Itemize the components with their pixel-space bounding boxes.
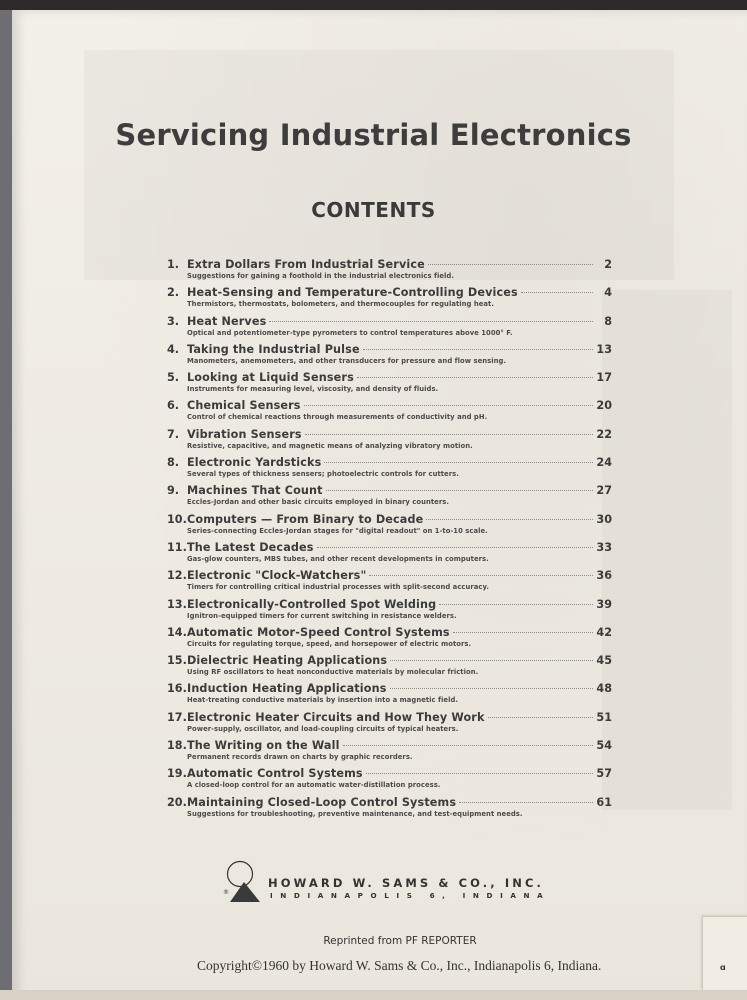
toc-description: Suggestions for gaining a foothold in the industrial electronics field. xyxy=(187,272,454,280)
dot-leader xyxy=(390,688,593,689)
toc-number: 12. xyxy=(167,569,187,583)
toc-page-number: 36 xyxy=(596,569,612,583)
toc-line xyxy=(167,371,612,385)
toc-description: Optical and potentiometer-type pyrometers to control temperatures above 1000° F. xyxy=(187,328,513,337)
toc-number: 2. xyxy=(167,286,180,300)
toc-title: Heat-Sensing and Temperature-Controlling Devices xyxy=(187,286,518,300)
toc-entry xyxy=(167,456,612,484)
dot-leader xyxy=(453,632,593,633)
toc-title: Vibration Sensers xyxy=(187,427,302,441)
toc-description: Suggestions for troubleshooting, preventive maintenance, and test-equipment needs. xyxy=(187,809,523,818)
toc-line xyxy=(167,428,612,442)
toc-description: Instruments for measuring level, viscosity, and density of fluids. xyxy=(187,385,439,394)
toc-description: Gas-glow counters, MBS tubes, and other recent developments in computers. xyxy=(187,554,489,563)
toc-entry xyxy=(167,286,612,314)
toc-entry xyxy=(167,428,612,456)
toc-title: Maintaining Closed-Loop Control Systems xyxy=(187,795,457,809)
toc-number: 19. xyxy=(167,767,187,781)
dot-leader xyxy=(366,773,593,774)
toc-entry xyxy=(167,626,612,654)
table-of-contents xyxy=(167,258,612,824)
toc-description: Control of chemical reactions through measurements of conductivity and pH. xyxy=(187,413,488,422)
toc-title: Electronic Yardsticks xyxy=(187,456,322,470)
toc-line xyxy=(167,796,612,810)
svg-text:®: ® xyxy=(223,889,229,896)
toc-line xyxy=(167,541,612,555)
toc-number: 20. xyxy=(167,795,187,809)
toc-entry xyxy=(167,399,612,427)
toc-page-number: 51 xyxy=(596,710,612,724)
toc-page-number: 30 xyxy=(596,512,612,526)
toc-line xyxy=(167,739,612,753)
dot-leader xyxy=(488,717,593,718)
dot-leader xyxy=(343,745,593,746)
toc-page-number: 57 xyxy=(596,767,612,781)
page-corner-tab xyxy=(702,916,747,991)
toc-number: 8. xyxy=(167,456,180,470)
toc-number: 6. xyxy=(167,399,180,413)
toc-title: Extra Dollars From Industrial Service xyxy=(187,258,425,271)
toc-entry xyxy=(167,343,612,371)
toc-page-number: 4 xyxy=(604,286,612,300)
toc-title: Computers — From Binary to Decade xyxy=(187,512,424,526)
toc-line xyxy=(167,343,612,357)
toc-page-number: 61 xyxy=(596,795,612,809)
toc-title: Induction Heating Applications xyxy=(187,682,387,696)
toc-title: The Latest Decades xyxy=(187,540,314,554)
toc-line xyxy=(167,682,612,696)
toc-line xyxy=(167,598,612,612)
toc-number: 4. xyxy=(167,342,180,356)
toc-title: Electronic Heater Circuits and How They Work xyxy=(187,710,485,724)
toc-page-number: 33 xyxy=(596,540,612,554)
publisher-block xyxy=(222,860,582,910)
dot-leader xyxy=(426,519,593,520)
dot-leader xyxy=(324,462,593,463)
toc-entry xyxy=(167,513,612,541)
toc-number: 17. xyxy=(167,710,187,724)
toc-entry xyxy=(167,711,612,739)
toc-line xyxy=(167,711,612,725)
toc-page-number: 8 xyxy=(604,314,612,328)
toc-number: 7. xyxy=(167,427,180,441)
toc-page-number: 2 xyxy=(604,258,612,271)
toc-title: Automatic Motor-Speed Control Systems xyxy=(187,625,450,639)
toc-line xyxy=(167,767,612,781)
toc-entry xyxy=(167,371,612,399)
page-title: Servicing Industrial Electronics xyxy=(115,118,632,152)
corner-mark: ɑ xyxy=(720,963,726,972)
dot-leader xyxy=(459,802,593,803)
toc-number: 9. xyxy=(167,484,180,498)
toc-number: 15. xyxy=(167,654,187,668)
toc-description: Eccles-Jordan and other basic circuits employed in binary counters. xyxy=(187,498,449,507)
toc-entry xyxy=(167,315,612,343)
toc-page-number: 22 xyxy=(596,427,612,441)
dot-leader xyxy=(317,547,593,548)
toc-description: Thermistors, thermostats, bolometers, and thermocouples for regulating heat. xyxy=(187,300,494,309)
toc-description: Manometers, anemometers, and other transducers for pressure and flow sensing. xyxy=(187,356,507,365)
toc-number: 11. xyxy=(167,540,187,554)
toc-line xyxy=(167,513,612,527)
toc-entry xyxy=(167,796,612,824)
dot-leader xyxy=(428,264,593,265)
toc-page-number: 39 xyxy=(596,597,612,611)
toc-title: Chemical Sensers xyxy=(187,399,301,413)
toc-number: 18. xyxy=(167,739,187,753)
toc-description: Circuits for regulating torque, speed, and horsepower of electric motors. xyxy=(187,639,472,648)
toc-page-number: 54 xyxy=(596,739,612,753)
dot-leader xyxy=(439,604,593,605)
toc-title: Taking the Industrial Pulse xyxy=(187,342,360,356)
reprint-note: Reprinted from PF REPORTER xyxy=(323,935,477,947)
toc-entry xyxy=(167,569,612,597)
toc-page-number: 48 xyxy=(596,682,612,696)
scan-top-edge xyxy=(0,0,747,10)
scan-bottom-edge xyxy=(0,990,747,1000)
toc-line xyxy=(167,456,612,470)
toc-number: 3. xyxy=(167,314,180,328)
toc-description: Power-supply, oscillator, and load-coupling circuits of typical heaters. xyxy=(187,724,459,733)
toc-number: 13. xyxy=(167,597,187,611)
toc-description: Resistive, capacitive, and magnetic means of analyzing vibratory motion. xyxy=(187,441,473,450)
toc-title: Machines That Count xyxy=(187,484,323,498)
toc-description: Heat-treating conductive materials by insertion into a magnetic field. xyxy=(187,696,459,705)
toc-description: Using RF oscillators to heat nonconductive materials by molecular friction. xyxy=(187,668,479,677)
toc-title: Automatic Control Systems xyxy=(187,767,363,781)
dot-leader xyxy=(390,660,593,661)
publisher-city: INDIANAPOLIS 6, INDIANA xyxy=(270,891,551,900)
toc-page-number: 13 xyxy=(596,342,612,356)
toc-page-number: 42 xyxy=(596,625,612,639)
toc-entry xyxy=(167,541,612,569)
toc-description: A closed-loop control for an automatic water-distillation process. xyxy=(187,781,441,790)
toc-description: Permanent records drawn on charts by graphic recorders. xyxy=(187,753,413,762)
toc-description: Timers for controlling critical industrial processes with split-second accuracy. xyxy=(187,583,489,592)
toc-page-number: 17 xyxy=(596,371,612,385)
toc-title: Heat Nerves xyxy=(187,314,267,328)
toc-page-number: 20 xyxy=(596,399,612,413)
toc-entry xyxy=(167,767,612,795)
toc-entry xyxy=(167,598,612,626)
dot-leader xyxy=(357,377,593,378)
toc-title: Electronic "Clock-Watchers" xyxy=(187,569,367,583)
toc-line xyxy=(167,484,612,498)
toc-description: Series-connecting Eccles-Jordan stages for "digital readout" on 1-to-10 scale. xyxy=(187,526,488,535)
toc-number: 10. xyxy=(167,512,187,526)
bleed-through-area xyxy=(602,290,732,810)
toc-title: Looking at Liquid Sensers xyxy=(187,371,354,385)
toc-line xyxy=(167,315,612,329)
toc-page-number: 24 xyxy=(596,456,612,470)
toc-number: 1. xyxy=(167,258,180,271)
toc-line xyxy=(167,286,612,300)
publisher-logo-icon xyxy=(222,860,268,906)
dot-leader xyxy=(369,575,593,576)
copyright-line: Copyright©1960 by Howard W. Sams & Co., Inc., Indianapolis 6, Indiana. xyxy=(197,958,602,973)
dot-leader xyxy=(326,490,593,491)
dot-leader xyxy=(521,292,593,293)
toc-line xyxy=(167,399,612,413)
dot-leader xyxy=(269,321,593,322)
toc-title: Dielectric Heating Applications xyxy=(187,654,388,668)
toc-entry xyxy=(167,484,612,512)
toc-description: Several types of thickness sensers; photoelectric controls for cutters. xyxy=(187,470,459,479)
toc-title: The Writing on the Wall xyxy=(187,739,340,753)
bleed-through-area xyxy=(84,50,674,280)
toc-number: 5. xyxy=(167,371,180,385)
toc-entry xyxy=(167,682,612,710)
toc-line xyxy=(167,258,612,272)
toc-number: 14. xyxy=(167,625,187,639)
toc-line xyxy=(167,569,612,583)
toc-line xyxy=(167,626,612,640)
dot-leader xyxy=(363,349,593,350)
toc-number: 16. xyxy=(167,682,187,696)
toc-entry xyxy=(167,654,612,682)
toc-line xyxy=(167,654,612,668)
toc-title: Electronically-Controlled Spot Welding xyxy=(187,597,437,611)
dot-leader xyxy=(304,405,593,406)
dot-leader xyxy=(305,434,593,435)
toc-page-number: 45 xyxy=(596,654,612,668)
toc-entry xyxy=(167,739,612,767)
contents-heading: CONTENTS xyxy=(311,198,436,222)
toc-page-number: 27 xyxy=(596,484,612,498)
toc-entry xyxy=(167,258,612,286)
publisher-name: HOWARD W. SAMS & CO., INC. xyxy=(268,876,544,890)
toc-description: Ignitron-equipped timers for current switching in resistance welders. xyxy=(187,611,457,620)
